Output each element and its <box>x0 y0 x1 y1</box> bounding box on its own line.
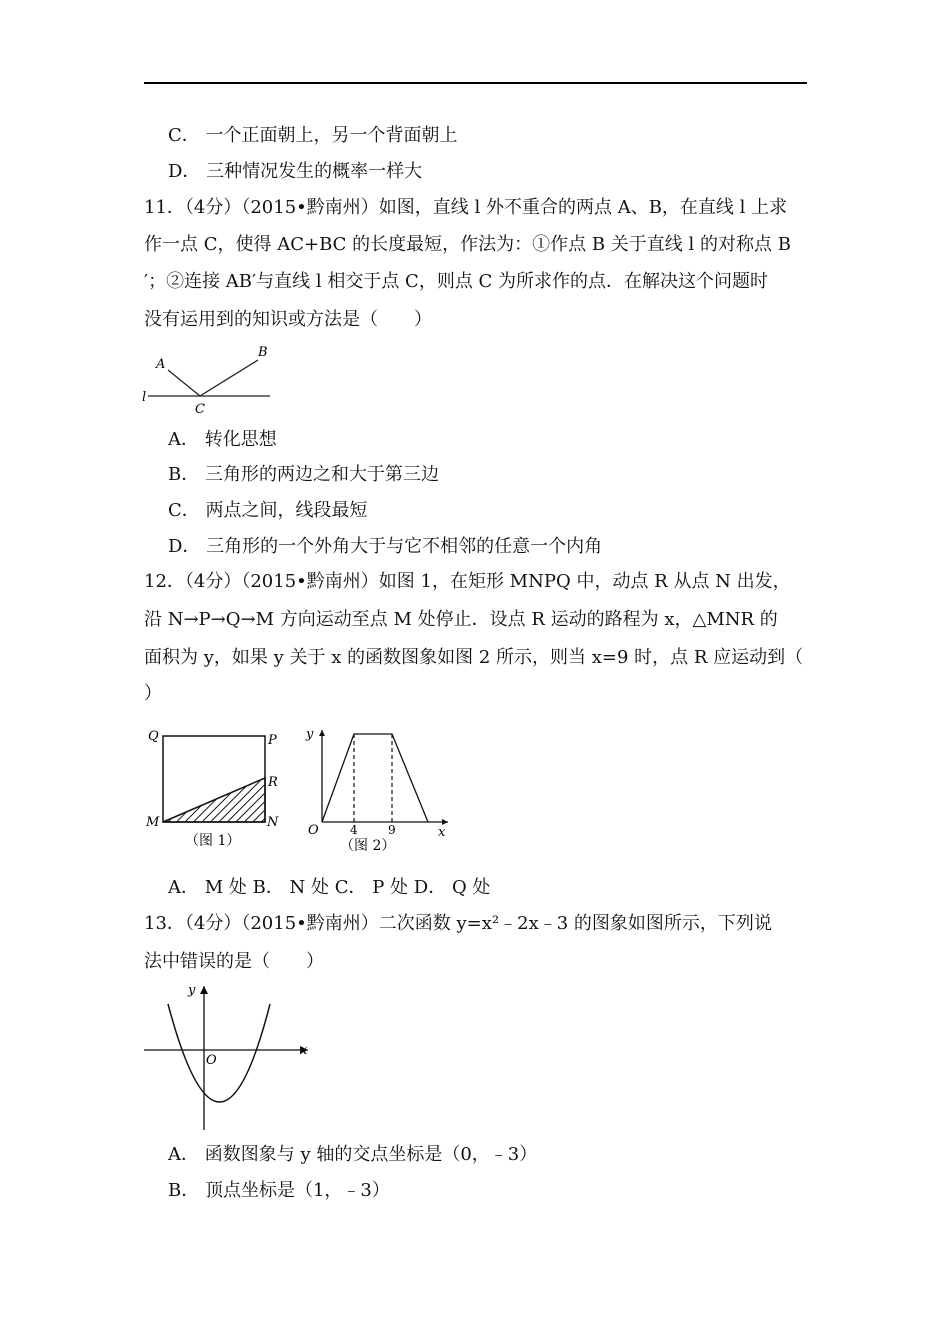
q12-line-4: ） <box>144 683 162 704</box>
q12-line-1: 12．（4分）（2015•黔南州）如图 1，在矩形 MNPQ 中，动点 R 从点 N 出发， <box>144 571 791 592</box>
q13-option-a: A． 函数图象与 y 轴的交点坐标是（0，﹣3） <box>168 1144 538 1165</box>
label-c: C <box>195 402 205 417</box>
label-r: R <box>268 775 278 790</box>
label-p: P <box>268 733 277 748</box>
q10-option-c: C． 一个正面朝上，另一个背面朝上 <box>168 125 458 146</box>
q12-figure-1 <box>140 722 290 857</box>
caption-fig-1: （图 1） <box>185 833 241 849</box>
label-y: y <box>306 727 314 742</box>
q13-figure <box>140 980 320 1135</box>
q11-figure <box>140 340 275 418</box>
q11-line-2: 作一点 C，使得 AC+BC 的长度最短，作法为：①作点 B 关于直线 l 的对称点 B <box>144 234 791 255</box>
q11-option-a: A． 转化思想 <box>168 429 277 450</box>
triangle-mnr <box>163 778 265 822</box>
label-m: M <box>146 815 160 830</box>
label-y: y <box>188 983 196 998</box>
label-o: O <box>308 823 319 838</box>
label-x: x <box>300 1043 308 1058</box>
q11-line-1: 11．（4分）（2015•黔南州）如图，直线 l 外不重合的两点 A、B，在直线 l 上求 <box>144 197 788 218</box>
q13-option-b: B． 顶点坐标是（1，﹣3） <box>168 1180 390 1201</box>
segment-cb <box>200 360 258 396</box>
tick-9: 9 <box>388 823 396 837</box>
q10-option-d: D． 三种情况发生的概率一样大 <box>168 161 423 182</box>
q11-option-b: B． 三角形的两边之和大于第三边 <box>168 464 439 485</box>
q11-option-c: C． 两点之间，线段最短 <box>168 500 368 521</box>
label-b: B <box>258 345 268 360</box>
segment-ac <box>168 370 200 396</box>
q12-line-3: 面积为 y，如果 y 关于 x 的函数图象如图 2 所示，则当 x=9 时，点 R 应运动到（ <box>144 647 804 668</box>
tick-4: 4 <box>350 823 358 837</box>
label-x: x <box>438 825 446 840</box>
parabola <box>168 1004 270 1102</box>
function-graph <box>322 734 428 822</box>
label-l: l <box>142 390 147 405</box>
label-q: Q <box>148 729 159 744</box>
q11-line-4: 没有运用到的知识或方法是（ ） <box>144 309 432 330</box>
q11-line-3: ′；②连接 AB′与直线 l 相交于点 C，则点 C 为所求作的点．在解决这个问题时 <box>144 271 769 292</box>
caption-fig-2: （图 2） <box>340 838 396 854</box>
q11-option-d: D． 三角形的一个外角大于与它不相邻的任意一个内角 <box>168 536 603 557</box>
q12-line-2: 沿 N→P→Q→M 方向运动至点 M 处停止．设点 R 运动的路程为 x，△MNR 的 <box>144 609 778 630</box>
q12-options: A． M 处 B． N 处 C． P 处 D． Q 处 <box>168 877 491 898</box>
label-o: O <box>206 1053 217 1068</box>
q12-figure-2 <box>300 722 460 862</box>
header-rule <box>144 82 807 84</box>
q13-line-1: 13．（4分）（2015•黔南州）二次函数 y=x²﹣2x﹣3 的图象如图所示，下列说 <box>144 913 772 934</box>
q13-line-2: 法中错误的是（ ） <box>144 951 324 972</box>
label-n: N <box>267 815 279 830</box>
label-a: A <box>156 357 166 372</box>
